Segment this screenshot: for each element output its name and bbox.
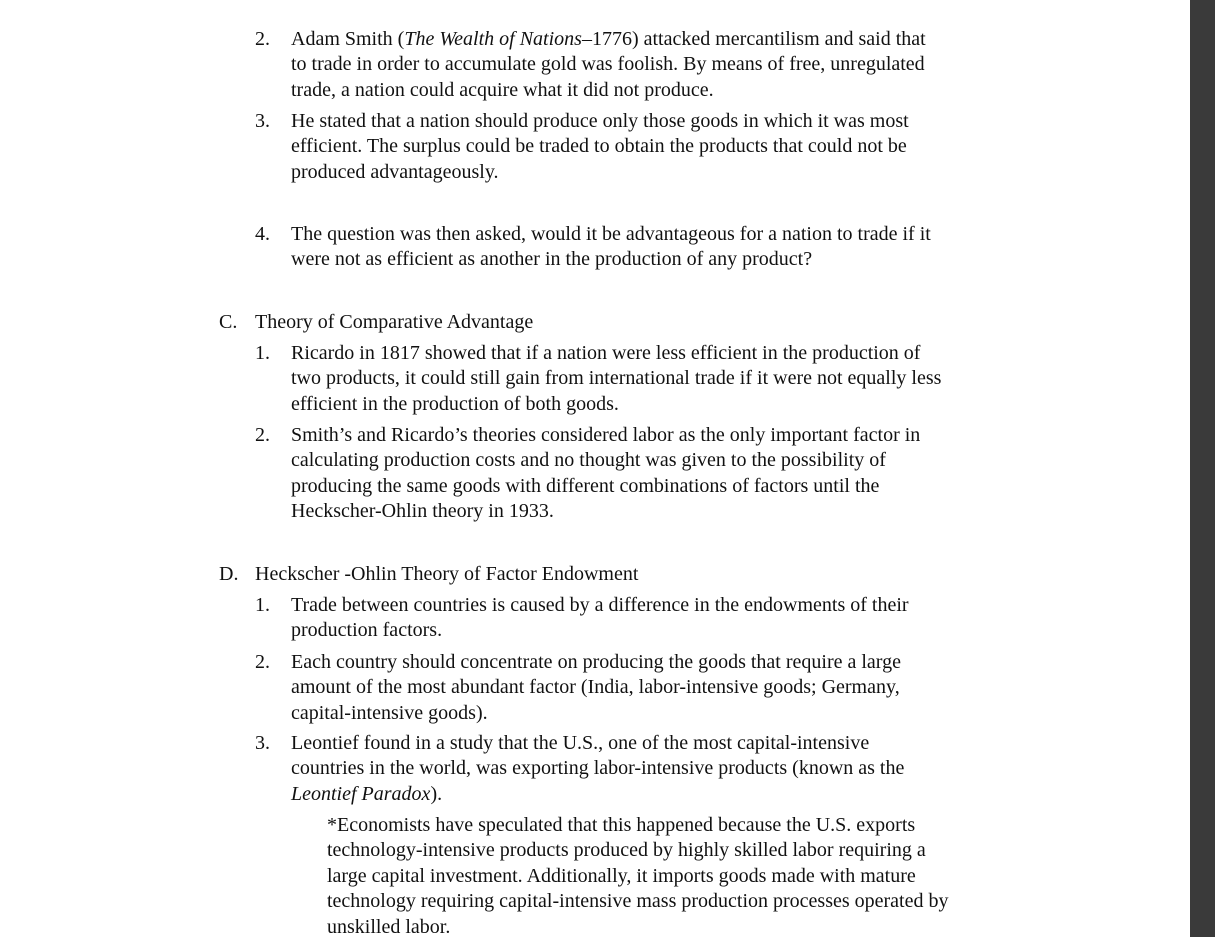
item-number: 2.: [255, 424, 270, 446]
item-line: trade, a nation could acquire what it did not produce.: [291, 78, 714, 101]
item-line: Ricardo in 1817 showed that if a nation were less efficient in the production of: [291, 342, 921, 364]
item-line: countries in the world, was exporting labor-intensive products (known as the: [291, 757, 905, 780]
item-line: Leontief Paradox).: [291, 782, 443, 805]
item-line: Adam Smith (The Wealth of Nations–1776) attacked mercantilism and said that: [291, 28, 926, 50]
item-number: 1.: [255, 342, 270, 364]
item-line: calculating production costs and no thought was given to the possibility of: [291, 449, 886, 472]
item-number: 1.: [255, 594, 270, 616]
item-line: two products, it could still gain from international trade if it were not equally less: [291, 367, 942, 390]
note-line: unskilled labor.: [327, 915, 451, 938]
note-line: *Economists have speculated that this happened because the U.S. exports: [327, 814, 916, 836]
term-leontief-paradox: Leontief Paradox: [291, 782, 431, 805]
item-number: 3.: [255, 732, 270, 754]
item-line: were not as efficient as another in the production of any product?: [291, 248, 813, 271]
item-line: production factors.: [291, 619, 443, 642]
section-label: C.: [219, 311, 238, 333]
item-line: producing the same goods with different combinations of factors until the: [291, 474, 880, 497]
scrollbar-thumb[interactable]: [1192, 0, 1213, 937]
item-line: He stated that a nation should produce only those goods in which it was most: [291, 110, 909, 132]
item-line: Heckscher-Ohlin theory in 1933.: [291, 500, 554, 523]
item-line: amount of the most abundant factor (India, labor-intensive goods; Germany,: [291, 676, 900, 699]
item-line: Each country should concentrate on producing the goods that require a large: [291, 651, 901, 673]
item-number: 2.: [255, 28, 270, 50]
note-line: large capital investment. Additionally, it imports goods made with mature: [327, 864, 916, 887]
item-line: Leontief found in a study that the U.S., one of the most capital-intensive: [291, 732, 870, 754]
note-line: technology-intensive products produced by highly skilled labor requiring a: [327, 839, 926, 862]
item-number: 3.: [255, 110, 270, 132]
item-number: 4.: [255, 223, 270, 245]
note-line: technology requiring capital-intensive mass production processes operated by: [327, 890, 949, 913]
book-title: The Wealth of Nations: [404, 28, 582, 50]
item-line: Smith’s and Ricardo’s theories considered labor as the only important factor in: [291, 424, 921, 446]
item-line: efficient in the production of both goods.: [291, 392, 619, 415]
section-title: Heckscher -Ohlin Theory of Factor Endowment: [255, 563, 639, 585]
item-line: efficient. The surplus could be traded to obtain the products that could not be: [291, 135, 907, 158]
item-line: The question was then asked, would it be advantageous for a nation to trade if it: [291, 223, 931, 245]
scrollbar-track[interactable]: [1190, 0, 1215, 937]
item-line: to trade in order to accumulate gold was foolish. By means of free, unregulated: [291, 53, 925, 76]
item-line: capital-intensive goods).: [291, 701, 488, 724]
item-line: Trade between countries is caused by a difference in the endowments of their: [291, 594, 909, 616]
item-line: produced advantageously.: [291, 160, 499, 183]
item-number: 2.: [255, 651, 270, 673]
section-title: Theory of Comparative Advantage: [255, 311, 534, 333]
section-label: D.: [219, 563, 239, 585]
